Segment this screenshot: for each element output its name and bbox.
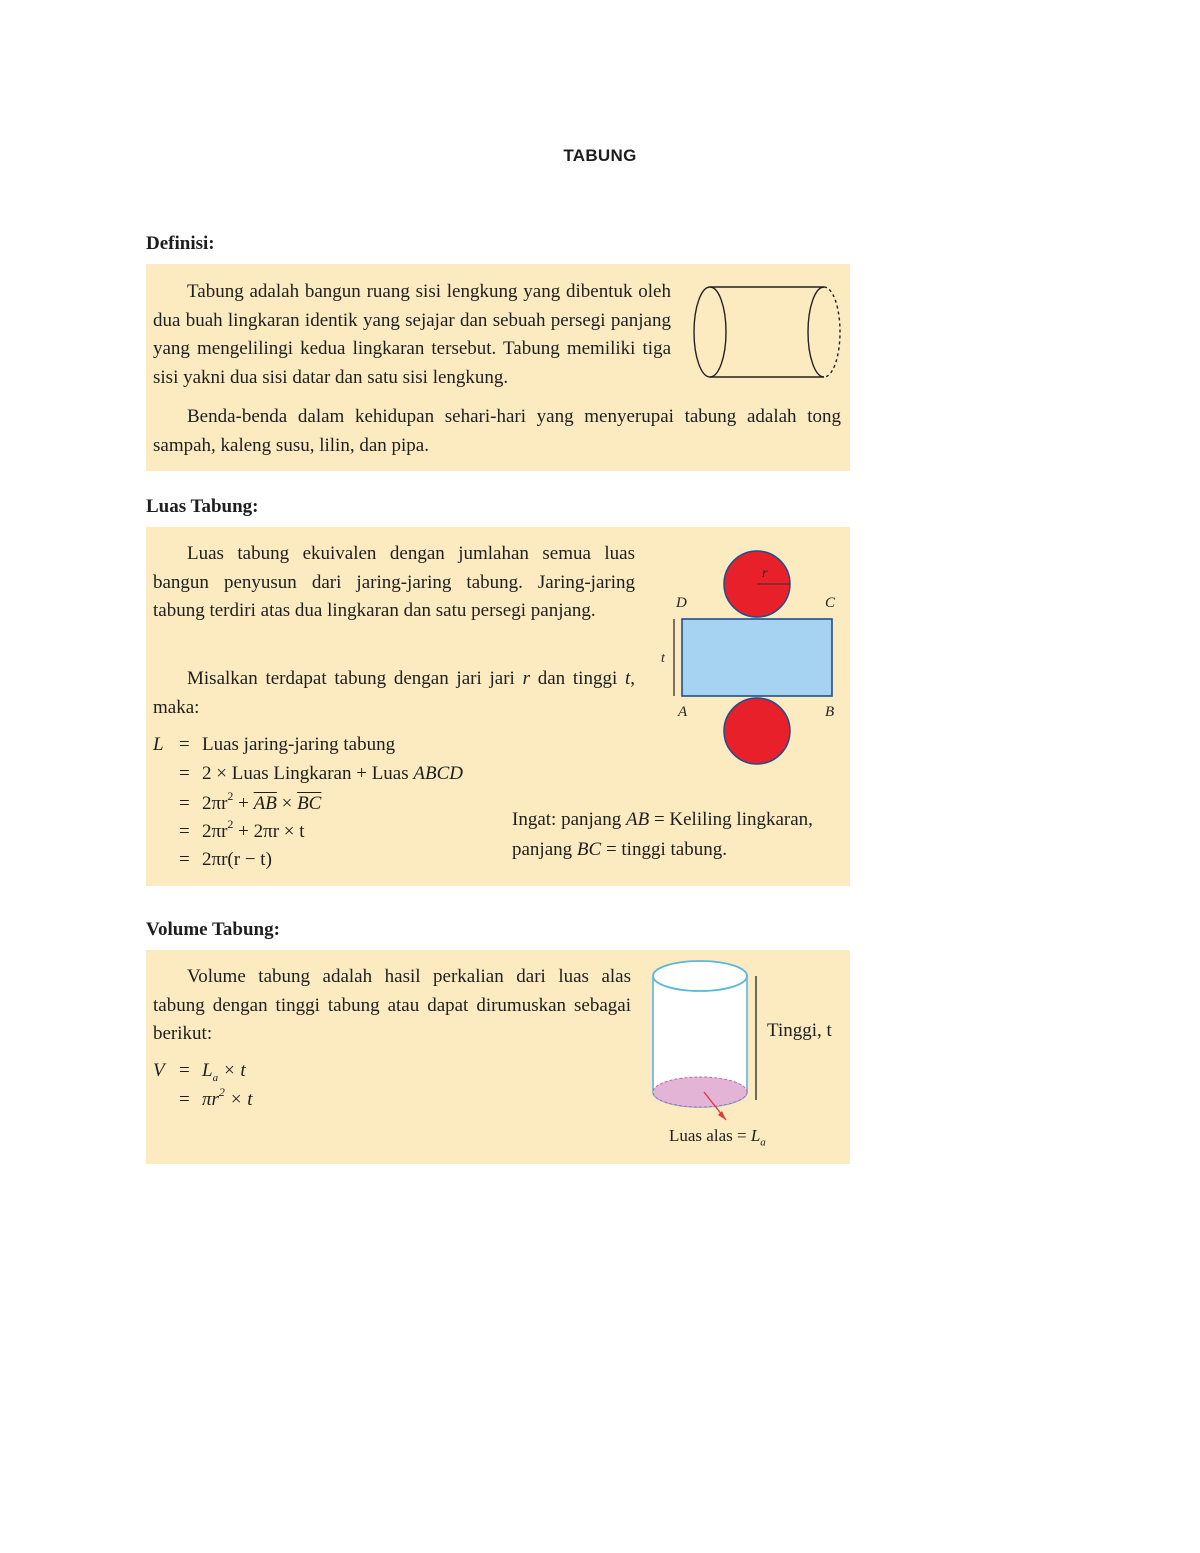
luas-formula-line-5: 2πr(r − t) (202, 849, 272, 870)
luas-heading: Luas Tabung: (146, 496, 259, 517)
luas-eq-1: = (179, 734, 190, 755)
volume-box (146, 950, 850, 1164)
volume-formula-line-1: $L_a \times t$ (202, 1060, 246, 1084)
luas-eq-2: = (179, 763, 190, 784)
luas-eq-5: = (179, 849, 190, 870)
cylinder-volume-illustration (646, 956, 850, 1131)
luas-eq-4: = (179, 821, 190, 842)
luas-formula-line-4: $2\pi r^2 + 2\pi r \times t$ (202, 817, 305, 842)
cylinder-base (653, 1077, 747, 1107)
volume-eq-1: = (179, 1060, 190, 1081)
volume-height-label: Tinggi, t (767, 1020, 832, 1041)
luas-note-line-2: panjang BC = tinggi tabung. (512, 839, 727, 860)
net-label-b: B (825, 704, 835, 720)
page-title: TABUNG (563, 146, 637, 165)
definisi-paragraph-2: Benda-benda dalam kehidupan sehari-hari yang menyerupai tabung adalah tong sampah, kaleng susu, lilin, dan pipa. (153, 406, 841, 456)
luas-formula-lhs: L (153, 734, 164, 755)
definisi-box (146, 264, 850, 471)
cylinder-side-illustration (684, 280, 848, 384)
cylinder-top (653, 961, 747, 991)
luas-box (146, 527, 850, 886)
net-label-a: A (678, 704, 688, 720)
volume-formula-lhs: V (153, 1060, 165, 1081)
volume-eq-2: = (179, 1089, 190, 1110)
luas-formula-line-3: $2\pi r^2 + \overline{AB} \times \overline{BC}$ (202, 789, 322, 814)
cylinder-net-diagram (656, 545, 850, 769)
net-label-t: t (661, 651, 665, 666)
net-rectangle (682, 619, 832, 696)
volume-paragraph: Volume tabung adalah hasil perkalian dari luas alas tabung dengan tinggi tabung atau dapat dirumuskan sebagai berikut: (153, 966, 631, 1044)
volume-formula-line-2: $\pi r^2 \times t$ (202, 1085, 253, 1110)
luas-paragraph-1: Luas tabung ekuivalen dengan jumlahan semua luas bangun penyusun dari jaring-jaring tabung. Jaring-jaring tabung terdiri atas dua lingkaran dan satu persegi panjang. (153, 543, 635, 621)
luas-eq-3: = (179, 793, 190, 814)
luas-formula-line-2: 2 × Luas Lingkaran + Luas ABCD (202, 763, 463, 784)
net-label-d: D (676, 595, 687, 611)
volume-heading: Volume Tabung: (146, 919, 280, 940)
net-label-r: r (762, 566, 768, 581)
definisi-heading: Definisi: (146, 233, 215, 254)
net-label-c: C (825, 595, 836, 611)
definisi-paragraph-1: Tabung adalah bangun ruang sisi lengkung yang dibentuk oleh dua buah lingkaran identik yang sejajar dan sebuah persegi panjang yang mengelilingi kedua lingkaran tersebut. Tabung memiliki tiga sisi yakni dua sisi datar dan satu sisi lengkung. (153, 281, 671, 388)
luas-paragraph-2: Misalkan terdapat tabung dengan jari jari r dan tinggi t, maka: (153, 668, 635, 718)
volume-base-label: Luas alas = $L_a$ (669, 1126, 766, 1149)
net-bottom-circle (724, 698, 790, 764)
luas-note-line-1: Ingat: panjang AB = Keliling lingkaran, (512, 809, 813, 830)
luas-formula-line-1: Luas jaring-jaring tabung (202, 734, 396, 755)
